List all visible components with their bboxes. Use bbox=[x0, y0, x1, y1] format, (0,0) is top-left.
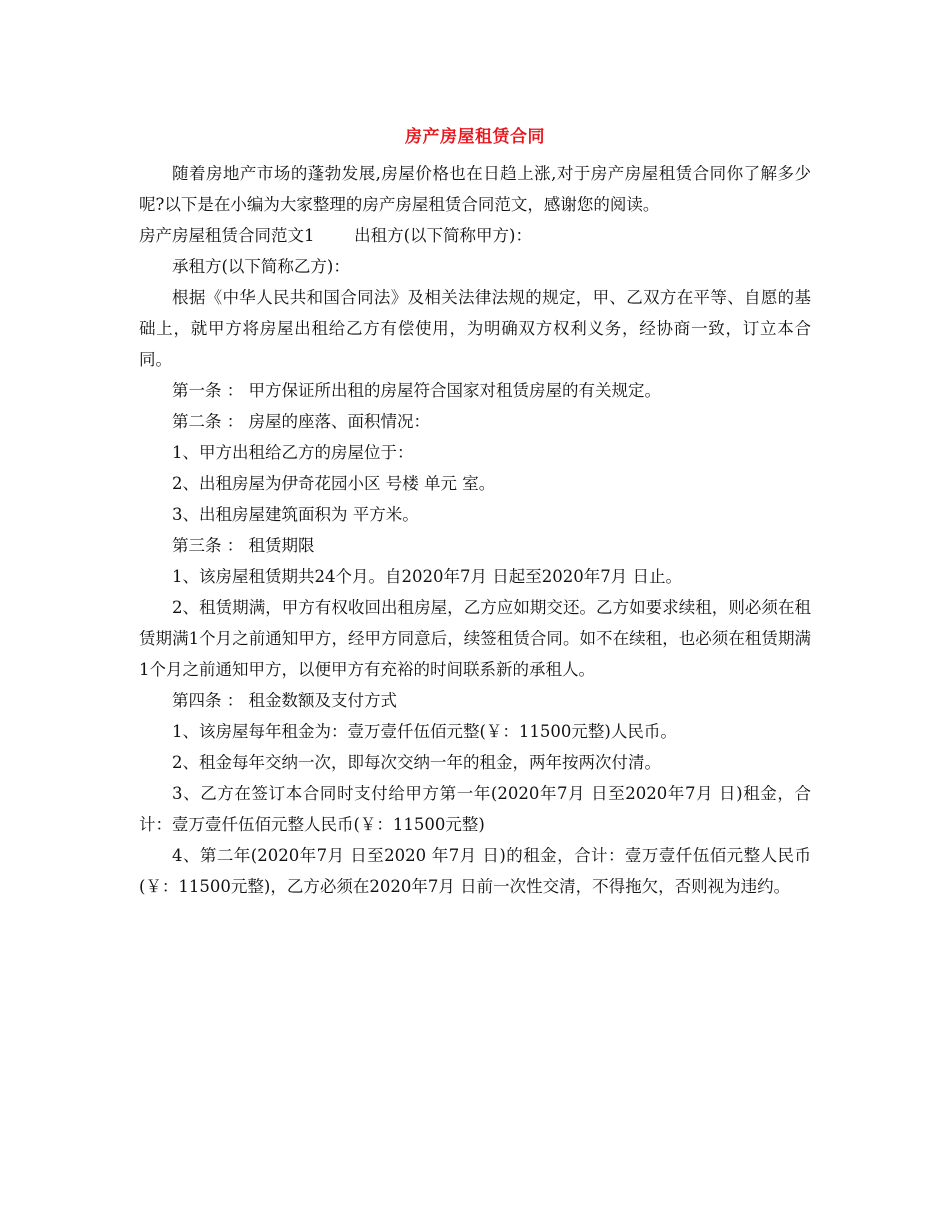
article-4-item-1: 1、该房屋每年租金为：壹万壹仟伍佰元整(￥：11500元整)人民币。 bbox=[172, 722, 677, 741]
article-4-item-2: 2、租金每年交纳一次，即每次交纳一年的租金，两年按两次付清。 bbox=[172, 753, 661, 772]
article-3: 第三条 ： 租赁期限 bbox=[172, 536, 315, 555]
lessor-line: 出租方(以下简称甲方)： bbox=[354, 226, 532, 245]
lessee-line: 承租方(以下简称乙方)： bbox=[172, 257, 350, 276]
article-3-item-2: 2、租赁期满，甲方有权收回出租房屋，乙方应如期交还。乙方如要求续租，则必须在租赁期满1个月之前通知甲方，经甲方同意后，续签租赁合同。如不在续租，也必须在租赁期满1个月之前通知甲方，以便甲方有充裕的时间联系新的承租人。 bbox=[139, 598, 811, 679]
article-4-item-4: 4、第二年(2020年7月 日至2020 年7月 日)的租金，合计：壹万壹仟伍佰元整人民币(￥：11500元整)，乙方必须在2020年7月 日前一次性交清，不得拖欠，否则视为违约。 bbox=[139, 846, 811, 896]
article-2-item-3: 3、出租房屋建筑面积为 平方米。 bbox=[172, 505, 419, 524]
article-4: 第四条 ： 租金数额及支付方式 bbox=[172, 691, 397, 710]
article-2-item-2: 2、出租房屋为伊奇花园小区 号楼 单元 室。 bbox=[172, 474, 496, 493]
intro-paragraph: 随着房地产市场的蓬勃发展,房屋价格也在日趋上涨,对于房产房屋租赁合同你了解多少呢?以下是在小编为大家整理的房产房屋租赁合同范文，感谢您的阅读。 bbox=[139, 164, 811, 214]
article-2-item-1: 1、甲方出租给乙方的房屋位于： bbox=[172, 443, 414, 462]
article-4-item-3: 3、乙方在签订本合同时支付给甲方第一年(2020年7月 日至2020年7月 日)租金，合计：壹万壹仟伍佰元整人民币(￥：11500元整) bbox=[139, 784, 811, 834]
article-3-item-1: 1、该房屋租赁期共24个月。自2020年7月 日起至2020年7月 日止。 bbox=[172, 567, 682, 586]
article-2: 第二条 ： 房屋的座落、面积情况： bbox=[172, 412, 430, 431]
sample-heading: 房产房屋租赁合同范文1 bbox=[139, 226, 315, 245]
preamble-paragraph: 根据《中华人民共和国合同法》及相关法律法规的规定，甲、乙双方在平等、自愿的基础上，就甲方将房屋出租给乙方有偿使用，为明确双方权利义务，经协商一致，订立本合同。 bbox=[139, 288, 811, 369]
document-body bbox=[139, 158, 811, 902]
sample-heading-line bbox=[139, 220, 811, 251]
document-title: 房产房屋租赁合同 bbox=[405, 127, 545, 147]
article-1: 第一条 ： 甲方保证所出租的房屋符合国家对租赁房屋的有关规定。 bbox=[172, 381, 661, 400]
